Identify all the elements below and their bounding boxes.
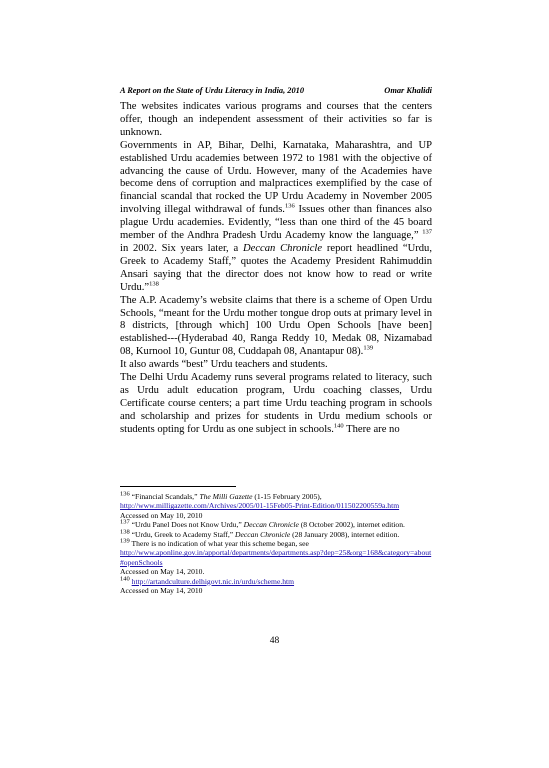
footnote-text: There is no indication of what year this scheme began, see — [129, 539, 309, 549]
footnote-number: 139 — [120, 537, 130, 545]
footnote-ref[interactable]: 137 — [422, 228, 432, 236]
footnote-number: 138 — [120, 528, 130, 536]
paragraph: It also awards “best” Urdu teachers and students. — [120, 359, 328, 371]
paragraph-text: Governments in AP, Bihar, Delhi, Karnataka, Maharashtra, and UP established Urdu academies between 1972 to 1981 with the objective of advancing the cause of Urdu. However, many of the Academies have become dens of corruption and malpractices exemplified by the case of financial scandal that rocked the UP Urdu Academy in November 2005 involving illegal withdrawal of funds. — [120, 139, 432, 216]
paragraph-text: There are no — [343, 423, 400, 435]
footnote-text: (28 January 2008), internet edition. — [290, 529, 400, 539]
footnote-separator — [120, 486, 236, 487]
footnote-139 — [120, 539, 432, 548]
footnote-140-accessed: Accessed on May 14, 2010 — [120, 586, 203, 596]
footnote-number: 136 — [120, 490, 130, 498]
paragraph — [120, 295, 432, 360]
paragraph-text: report headlined “Urdu, Greek to Academy Staff,” quotes the Academy President Rahimuddin Ansari saying that the director does not know how to read or write Urdu.” — [120, 242, 433, 293]
page-number: 48 — [269, 636, 280, 646]
footnote-137 — [120, 520, 432, 529]
footnote-136-link — [120, 501, 432, 510]
footnote-link[interactable]: http://www.milligazette.com/Archives/2005/01-15Feb05-Print-Edition/011502200559a.htm — [120, 501, 400, 511]
publication-title: The Milli Gazette — [199, 492, 253, 501]
footnote-link[interactable]: http://artandculture.delhigovt.nic.in/urdu/scheme.htm — [131, 576, 295, 586]
footnote-140 — [120, 577, 432, 586]
paragraph — [120, 372, 432, 437]
footnote-136 — [120, 492, 432, 501]
footnote-139-link — [120, 548, 432, 567]
footnote-text: “Financial Scandals,” — [129, 492, 200, 501]
publication-title: Deccan Chronicle — [243, 520, 299, 530]
footnote-text: “Urdu, Greek to Academy Staff,” — [129, 529, 236, 539]
footnote-number: 140 — [120, 575, 130, 583]
paragraph: The websites indicates various programs and courses that the centers offer, though an independent assessment of their activities so far is unknown. — [120, 101, 432, 138]
paragraph-text: The A.P. Academy’s website claims that there is a scheme of Open Urdu Schools, “meant for the Urdu mother tongue drop outs at primary level in 8 districts, [through which] 100 Urdu Open Schools [have been] established---(Hyderabad 40, Ranga Reddy 10, Medak 08, Nizamabad 08, Kurnool 10, Guntur 08, Cuddapah 08, Anantapur 08). — [120, 294, 432, 358]
footnote-number: 137 — [120, 518, 130, 526]
paragraph-text: in 2002. Six years later, a — [120, 242, 243, 254]
footnotes — [120, 492, 432, 595]
footnote-139-accessed: Accessed on May 14, 2010. — [120, 567, 205, 577]
publication-title: Deccan Chronicle — [242, 242, 323, 254]
footnote-text: (8 October 2002), internet edition. — [298, 520, 405, 530]
header-title: A Report on the State of Urdu Literacy in India, 2010 — [120, 86, 305, 95]
footnote-136-accessed: Accessed on May 10, 2010 — [120, 510, 203, 520]
header-author: Omar Khalidi — [384, 86, 432, 95]
footnote-link[interactable]: http://www.aponline.gov.in/apportal/departments/departments.asp?dep=25&org=168&category=about#openSchools — [120, 548, 432, 567]
footnote-ref[interactable]: 140 — [333, 422, 344, 430]
body-text — [120, 101, 432, 437]
publication-title: Deccan Chronicle — [235, 529, 291, 539]
footnote-ref[interactable]: 138 — [149, 280, 159, 288]
footnote-138 — [120, 530, 432, 539]
paragraph-text: The Delhi Urdu Academy runs several programs related to literacy, such as Urdu adult education program, Urdu coaching classes, Urdu Certificate course centers; a part time Urdu teaching program in schools and scholarship and prizes for students in Urdu medium schools or students opting for Urdu as one subject in schools. — [120, 372, 432, 435]
footnote-text: (1-15 February 2005), — [252, 492, 322, 501]
footnote-ref[interactable]: 136 — [284, 202, 295, 210]
paragraph-text: Issues other than finances also plague Urdu academies. Evidently, “less than one third of the 45 board member of the Andhra Pradesh Urdu Academy know the language,” — [120, 204, 432, 242]
footnote-ref[interactable]: 139 — [363, 344, 374, 352]
paragraph — [120, 140, 432, 295]
footnote-text: “Urdu Panel Does not Know Urdu,” — [129, 520, 244, 530]
